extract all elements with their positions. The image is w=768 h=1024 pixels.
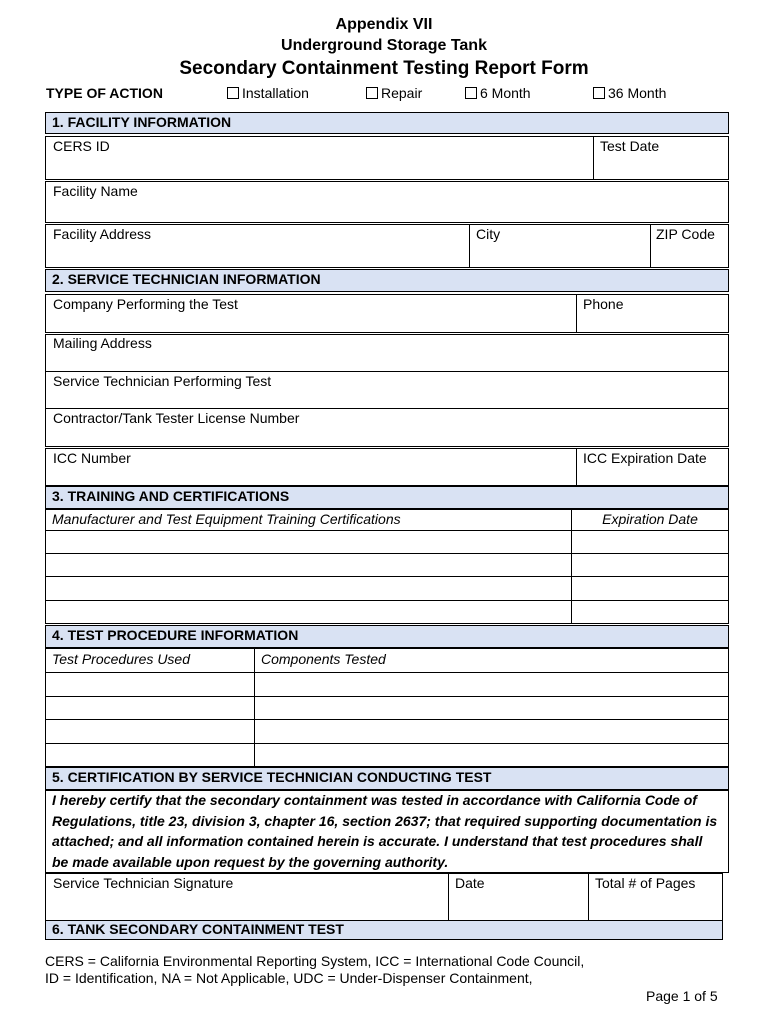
section-5-heading: 5. CERTIFICATION BY SERVICE TECHNICIAN CONDUCTING TEST: [45, 767, 729, 790]
divider: [576, 448, 577, 486]
icc-expiration-field[interactable]: ICC Expiration Date: [583, 450, 707, 466]
components-column-header: Components Tested: [261, 651, 386, 667]
divider: [588, 873, 589, 922]
page-number: Page 1 of 5: [646, 988, 718, 1004]
checkbox-icon[interactable]: [366, 87, 378, 99]
checkbox-icon[interactable]: [593, 87, 605, 99]
checkbox-installation[interactable]: [227, 85, 309, 101]
divider: [45, 553, 729, 554]
certification-statement: I hereby certify that the secondary containment was tested in accordance with California Code of Regulations, title 23, division 3, chapter 16, section 2637; that required supporting documentation is attached; and all information contained herein is accurate. I understand that test procedures shall be made available upon request by the governing authority.: [52, 792, 718, 870]
facility-address-field[interactable]: Facility Address: [53, 226, 152, 242]
form-title: Secondary Containment Testing Report Form: [179, 58, 589, 79]
expiration-column-header: Expiration Date: [602, 511, 698, 527]
icc-number-field[interactable]: ICC Number: [53, 450, 131, 466]
mailing-address-field[interactable]: Mailing Address: [53, 335, 152, 351]
divider: [45, 743, 729, 744]
divider: [45, 696, 729, 697]
divider: [45, 576, 729, 577]
divider: [45, 371, 729, 372]
test-date-field[interactable]: Test Date: [600, 138, 660, 154]
license-number-field[interactable]: Contractor/Tank Tester License Number: [53, 410, 300, 426]
checkbox-repair[interactable]: [366, 85, 422, 101]
checkbox-label: Repair: [381, 85, 423, 101]
section-4-heading: 4. TEST PROCEDURE INFORMATION: [45, 625, 729, 648]
checkbox-label: 36 Month: [608, 85, 667, 101]
training-cert-column-header: Manufacturer and Test Equipment Training Certifications: [52, 511, 401, 527]
divider: [650, 224, 651, 268]
divider: [45, 719, 729, 720]
section-6-heading: 6. TANK SECONDARY CONTAINMENT TEST: [45, 920, 723, 940]
facility-name-row: [45, 181, 729, 223]
divider: [45, 600, 729, 601]
footnote-line-1: CERS = California Environmental Reporting System, ICC = International Code Council,: [45, 953, 585, 969]
phone-field[interactable]: Phone: [583, 296, 624, 312]
divider: [254, 648, 255, 767]
checkbox-label: Installation: [242, 85, 309, 101]
divider: [469, 224, 470, 268]
section-1-heading: 1. FACILITY INFORMATION: [45, 112, 729, 134]
facility-name-field[interactable]: Facility Name: [53, 183, 138, 199]
footnote-line-2: ID = Identification, NA = Not Applicable, UDC = Under-Dispenser Containment,: [45, 970, 533, 986]
divider: [45, 530, 729, 531]
test-procedures-column-header: Test Procedures Used: [52, 651, 190, 667]
signature-field[interactable]: Service Technician Signature: [53, 875, 234, 891]
section-2-heading: 2. SERVICE TECHNICIAN INFORMATION: [45, 269, 729, 292]
checkbox-36-month[interactable]: [593, 85, 666, 101]
form-subtitle: Underground Storage Tank: [281, 37, 487, 54]
total-pages-field[interactable]: Total # of Pages: [595, 875, 696, 891]
checkbox-6-month[interactable]: [465, 85, 531, 101]
type-of-action-label: TYPE OF ACTION: [46, 85, 163, 101]
divider: [45, 408, 729, 409]
section-3-heading: 3. TRAINING AND CERTIFICATIONS: [45, 486, 729, 509]
divider: [593, 136, 594, 180]
checkbox-icon[interactable]: [465, 87, 477, 99]
date-field[interactable]: Date: [455, 875, 485, 891]
company-field[interactable]: Company Performing the Test: [53, 296, 238, 312]
divider: [448, 873, 449, 922]
technician-field[interactable]: Service Technician Performing Test: [53, 373, 272, 389]
checkbox-icon[interactable]: [227, 87, 239, 99]
city-field[interactable]: City: [476, 226, 501, 242]
appendix-label: Appendix VII: [335, 16, 433, 33]
zip-code-field[interactable]: ZIP Code: [656, 226, 715, 242]
divider: [45, 672, 729, 673]
cers-id-field[interactable]: CERS ID: [53, 138, 110, 154]
divider: [576, 294, 577, 333]
checkbox-label: 6 Month: [480, 85, 531, 101]
